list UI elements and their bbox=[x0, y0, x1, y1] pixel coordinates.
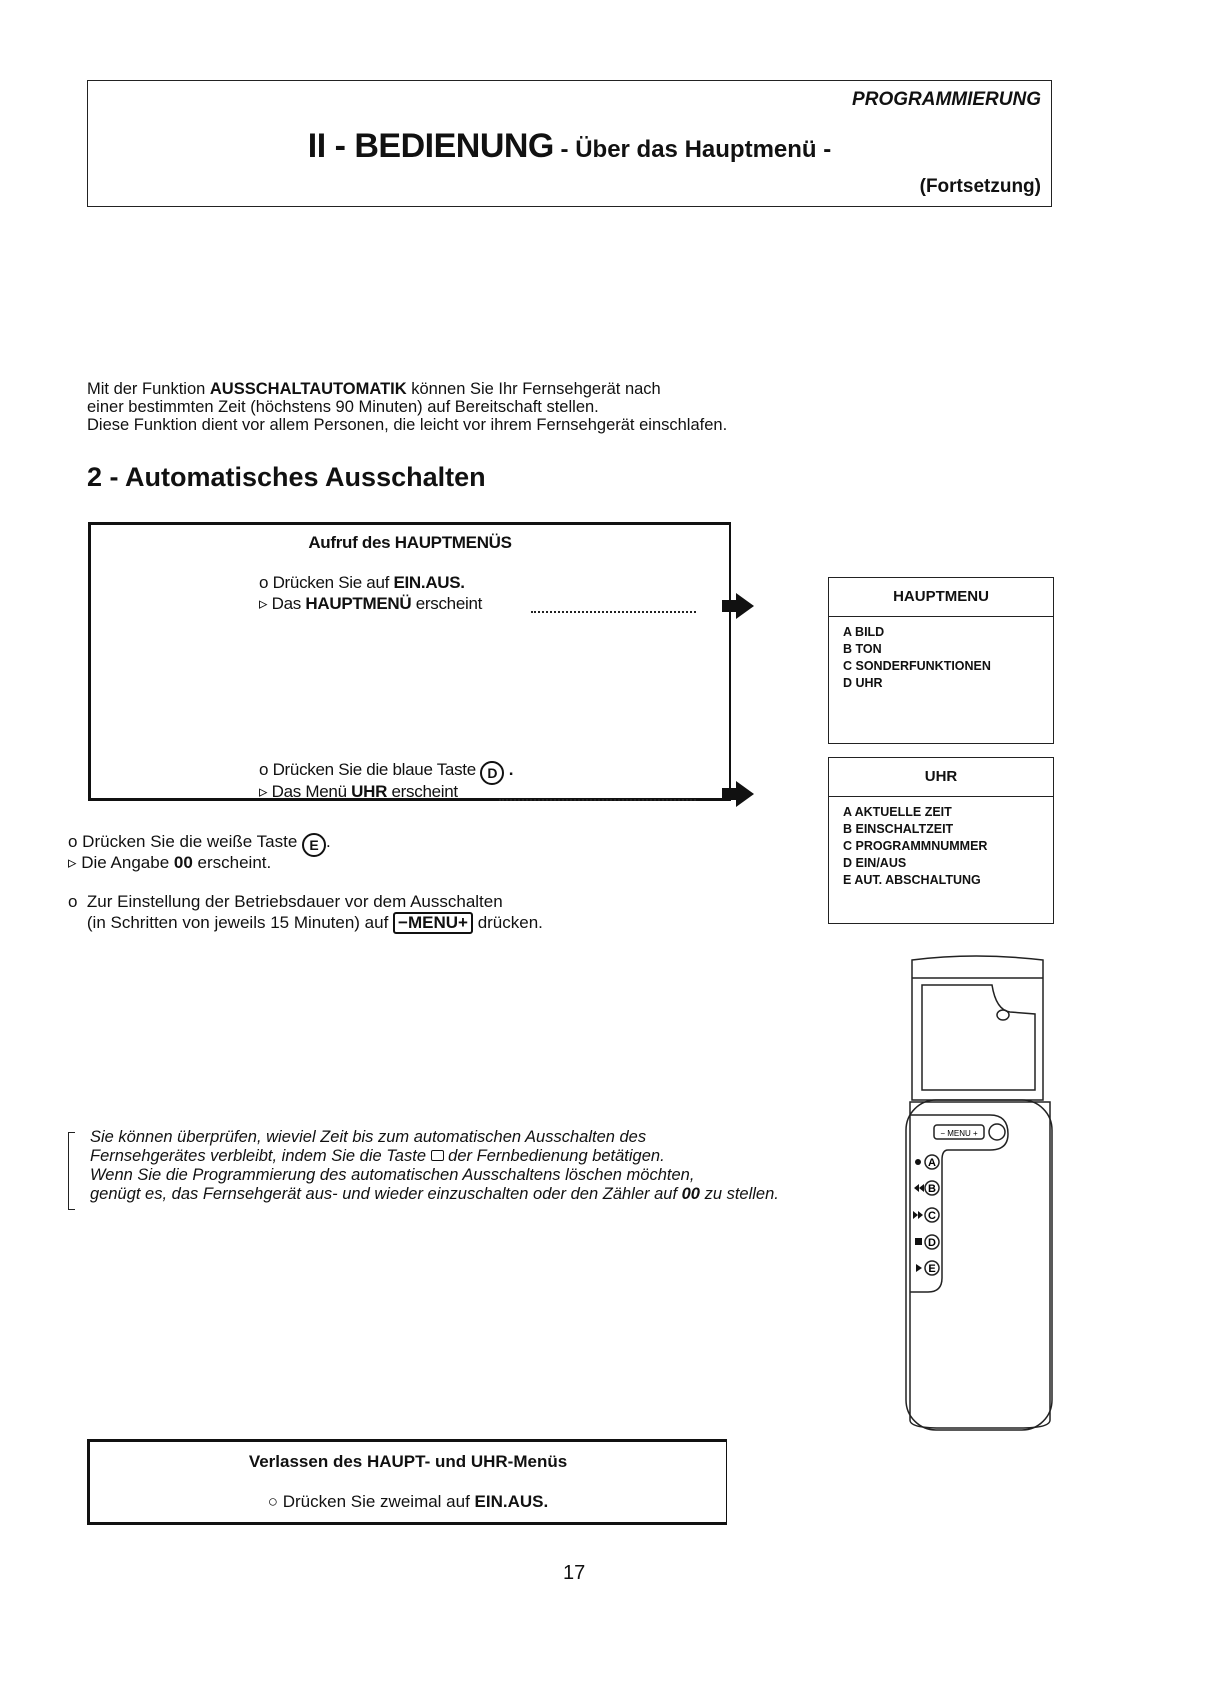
arrow-icon bbox=[736, 781, 754, 807]
svg-text:E: E bbox=[928, 1263, 936, 1275]
square-key-icon bbox=[431, 1150, 444, 1161]
hauptmenu-screen: HAUPTMENU A BILD B TON C SONDERFUNKTIONEN D UHR bbox=[828, 577, 1054, 744]
arrow-icon bbox=[736, 593, 754, 619]
page-header bbox=[87, 80, 1052, 207]
continuation-label: (Fortsetzung) bbox=[919, 176, 1041, 197]
result-uhr: ▹ Das Menü UHR erscheint bbox=[259, 782, 458, 801]
exit-menu-box bbox=[87, 1439, 727, 1525]
svg-text:D: D bbox=[928, 1237, 936, 1249]
note-paragraph: Sie können überprüfen, wieviel Zeit bis zum automatischen Ausschalten des Fernsehgerätes verbleibt, indem Sie die Taste der Fernbedienung betätigen. Wenn Sie die Programmierung des automatischen Ausschaltens löschen möchten, genügt es, das Fernsehgerät aus- und wieder einzuschalten oder den Zähler auf 00 zu stellen. bbox=[90, 1128, 779, 1203]
leader-dots bbox=[499, 799, 696, 801]
result-hauptmenu: ▹ Das HAUPTMENÜ erscheint bbox=[259, 594, 483, 613]
step-set-duration: o Zur Einstellung der Betriebsdauer vor dem Ausschalten bbox=[68, 892, 503, 911]
page-number: 17 bbox=[563, 1562, 586, 1584]
step-press-blue: o Drücken Sie die blaue Taste D . bbox=[259, 760, 513, 785]
leader-dots bbox=[531, 611, 696, 613]
step-press-white: o Drücken Sie die weiße Taste E . bbox=[68, 832, 331, 857]
note-bracket bbox=[68, 1132, 75, 1210]
step-set-duration-2: (in Schritten von jeweils 15 Minuten) auf −MENU+ drücken. bbox=[68, 913, 543, 932]
remote-control-illustration bbox=[900, 950, 1060, 1435]
section-title: 2 - Automatisches Ausschalten bbox=[87, 462, 486, 492]
menu-key-icon: −MENU+ bbox=[393, 912, 473, 934]
uhr-menu-screen: UHR A AKTUELLE ZEIT B EINSCHALTZEIT C PROGRAMMNUMMER D EIN/AUS E AUT. ABSCHALTUNG bbox=[828, 757, 1054, 924]
svg-text:B: B bbox=[928, 1183, 936, 1195]
intro-paragraph: Mit der Funktion AUSSCHALTAUTOMATIK können Sie Ihr Fernsehgerät nach einer bestimmten Zeit (höchstens 90 Minuten) auf Bereitschaft stellen. Diese Funktion dient vor allem Personen, die leicht vor ihrem Fernsehgerät einschlafen. bbox=[87, 380, 728, 434]
svg-text:− MENU +: − MENU + bbox=[940, 1129, 978, 1138]
call-menu-box bbox=[88, 522, 731, 801]
exit-step: ○ Drücken Sie zweimal auf EIN.AUS. bbox=[267, 1492, 549, 1511]
svg-text:A: A bbox=[928, 1157, 936, 1169]
exit-box-title: Verlassen des HAUPT- und UHR-Menüs bbox=[248, 1452, 568, 1471]
section-label: PROGRAMMIERUNG bbox=[852, 89, 1041, 110]
step-press-einaus: o Drücken Sie auf EIN.AUS. bbox=[259, 573, 465, 592]
call-box-title: Aufruf des HAUPTMENÜS bbox=[308, 533, 512, 552]
result-00: ▹ Die Angabe 00 erscheint. bbox=[68, 853, 272, 872]
page-title: II - BEDIENUNG - Über das Hauptmenü - bbox=[307, 127, 832, 165]
svg-text:C: C bbox=[928, 1210, 936, 1222]
